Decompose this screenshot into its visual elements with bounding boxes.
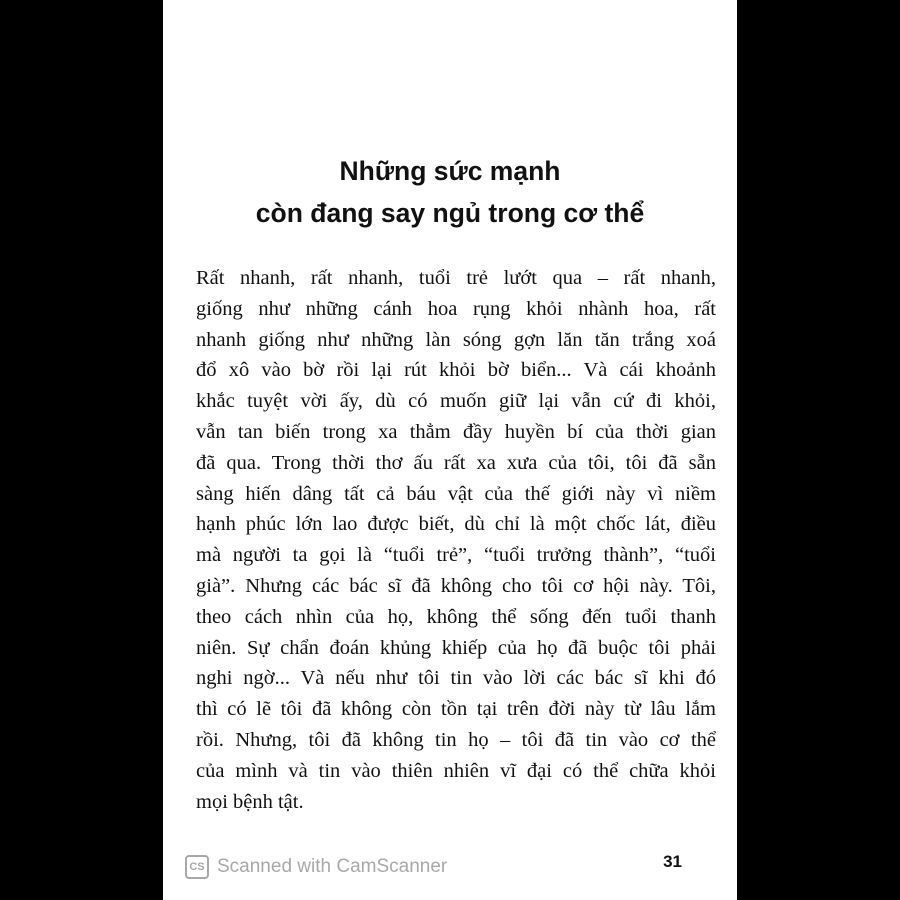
body-line: Rất nhanh, rất nhanh, tuổi trẻ lướt qua – rất nhanh, <box>196 267 716 289</box>
body-line: theo cách nhìn của họ, không thể sống đến tuổi thanh <box>196 605 716 628</box>
body-line: đổ xô vào bờ rồi lại rút khỏi bờ biển... Và cái khoảnh <box>196 359 716 382</box>
chapter-title-line-1: Những sức mạnh <box>339 156 561 186</box>
body-line: nhanh giống như những làn sóng gợn lăn tăn trắng xoá <box>196 328 716 351</box>
body-line: của mình và tin vào thiên nhiên vĩ đại có thể chữa khỏi <box>196 759 716 782</box>
body-paragraph <box>196 263 716 817</box>
body-line: khắc tuyệt vời ấy, dù có muốn giữ lại vẫn cứ đi khỏi, <box>196 390 716 413</box>
camscanner-text: Scanned with CamScanner <box>217 856 448 877</box>
body-line: mà người ta gọi là “tuổi trẻ”, “tuổi trưởng thành”, “tuổi <box>196 544 716 567</box>
camscanner-logo-icon: CS <box>185 855 209 879</box>
body-line: vẫn tan biến trong xa thẳm đầy huyền bí của thời gian <box>196 420 716 443</box>
body-line: đã qua. Trong thời thơ ấu rất xa xưa của tôi, tôi đã sẵn <box>196 451 716 474</box>
body-line: mọi bệnh tật. <box>196 790 304 813</box>
page-number: 31 <box>663 852 682 871</box>
body-line: già”. Nhưng các bác sĩ đã không cho tôi cơ hội này. Tôi, <box>196 574 716 597</box>
chapter-title <box>163 150 737 234</box>
body-line: thì có lẽ tôi đã không còn tồn tại trên đời này từ lâu lắm <box>196 698 716 721</box>
body-line: rồi. Nhưng, tôi đã không tin họ – tôi đã tin vào cơ thể <box>196 728 716 751</box>
body-line: sàng hiến dâng tất cả báu vật của thế giới này vì niềm <box>196 482 716 505</box>
body-line: hạnh phúc lớn lao được biết, dù chỉ là một chốc lát, điều <box>196 513 716 536</box>
body-line: giống như những cánh hoa rụng khỏi nhành hoa, rất <box>196 297 716 320</box>
book-page <box>163 0 737 900</box>
body-line: nghi ngờ... Và nếu như tôi tin vào lời các bác sĩ khi đó <box>196 667 716 690</box>
chapter-title-line-2: còn đang say ngủ trong cơ thể <box>255 198 645 228</box>
body-line: niên. Sự chẩn đoán khủng khiếp của họ đã buộc tôi phải <box>196 636 716 659</box>
camscanner-watermark <box>185 851 447 883</box>
